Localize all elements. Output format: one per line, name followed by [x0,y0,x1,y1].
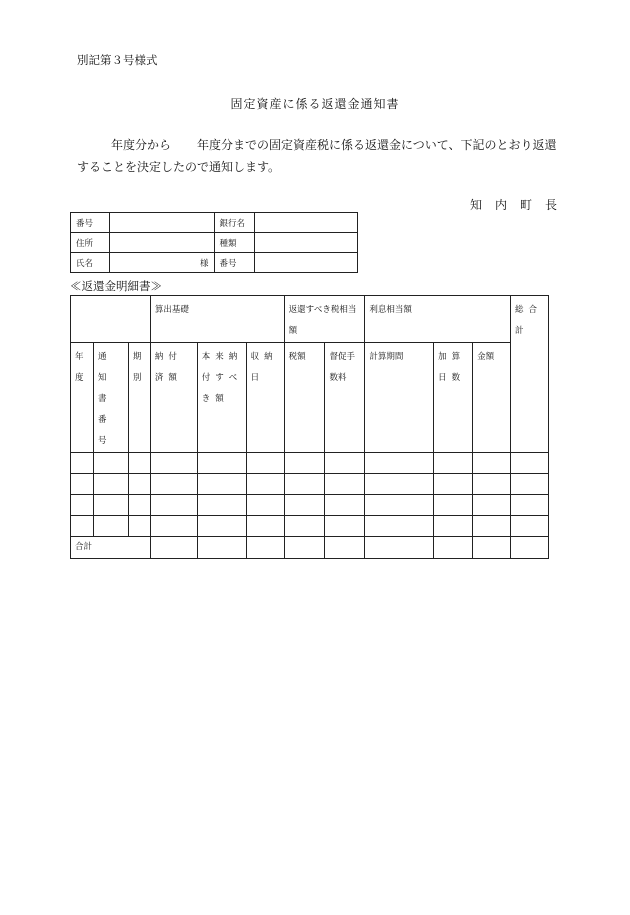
table-row [71,516,549,537]
bank-label: 銀行名 [214,213,255,233]
issuer-name: 知内町長 [469,198,570,212]
body-text-from: 年度分から [111,138,172,152]
total-label: 合計 [71,537,151,559]
col-tax-amount: 税額 [284,343,325,453]
recipient-row-number [71,213,358,233]
name-honorific: 様 [109,253,214,273]
header-grand-total: 総合計 [510,296,548,453]
header-interest: 利息相当額 [365,296,511,343]
col-notice-number: 通知書番号 [93,343,128,453]
recipient-row-name [71,253,358,273]
total-row [71,537,549,559]
header-refundable-tax: 返還すべき税相当額 [284,296,365,343]
col-due-amount: 本来納付すべき額 [197,343,246,453]
recipient-row-address [71,233,358,253]
col-surcharge: 督促手数料 [325,343,365,453]
address-value [109,233,214,253]
col-calc-period: 計算期間 [365,343,434,453]
col-added-days: 加算日数 [434,343,473,453]
col-paid-amount: 納付済額 [150,343,197,453]
header-blank [71,296,151,343]
name-label: 氏名 [71,253,110,273]
body-text-line-2: することを決定したので通知します。 [77,160,281,174]
account-type-label: 種類 [214,233,255,253]
account-number-label: 番号 [214,253,255,273]
body-text-to: 年度分までの固定資産税に係る返還金について、下記のとおり返還 [197,138,557,152]
table-row [71,453,549,474]
account-number-value [255,253,358,273]
bank-value [255,213,358,233]
refund-detail-table [70,295,549,559]
recipient-table [70,212,358,273]
number-value [109,213,214,233]
table-row [71,495,549,516]
detail-section-title: ≪返還金明細書≫ [70,279,162,293]
detail-header-row-2 [71,343,549,453]
col-receipt-date: 収納日 [246,343,284,453]
header-calculation-basis: 算出基礎 [150,296,284,343]
col-amount: 金額 [473,343,511,453]
col-year: 年度 [71,343,94,453]
col-installment: 期別 [128,343,150,453]
form-number-label: 別記第３号様式 [77,53,158,67]
body-text-line-1 [77,136,557,153]
document-title: 固定資産に係る返還金通知書 [230,97,400,111]
detail-header-row-1 [71,296,549,343]
table-row [71,474,549,495]
address-label: 住所 [71,233,110,253]
account-type-value [255,233,358,253]
number-label: 番号 [71,213,110,233]
